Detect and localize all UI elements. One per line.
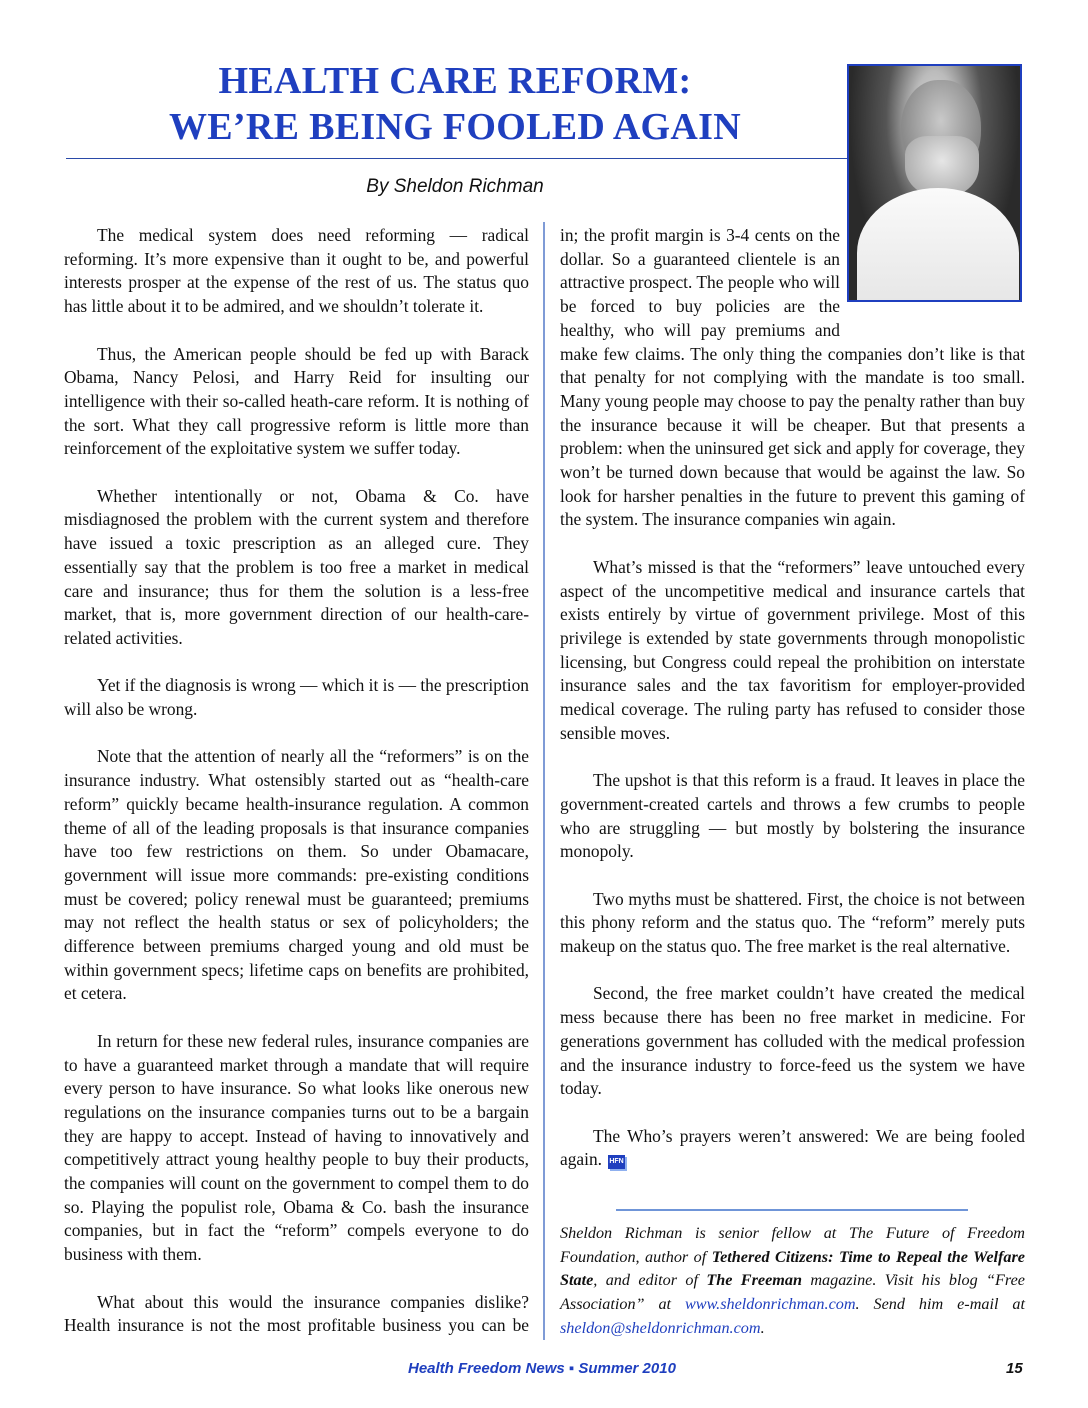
paragraph: Whether intentionally or not, Obama & Co. have misdiagnosed the problem with the current system and therefore have issued a toxic prescription as an alleged cure. They essentially say that the problem is too free a market in medical care and insurance; thus for them the solution is a less-free market, that is, more government direction of our health-care-related activities. [64, 485, 529, 648]
footer-publication: Health Freedom News ▪ Summer 2010 [408, 1360, 676, 1377]
author-bio [560, 1222, 1025, 1341]
paragraph: In return for these new federal rules, insurance companies are to have a guaranteed market through a mandate that will require every person to have insurance. So what looks like onerous new regulations on the insurance companies turns out to be a bargain they are happy to accept. Instead of having to innovatively and competitively attract young healthy people to buy their products, the companies will count on the government to compel them to do so. Playing the populist role, Obama & Co. bash the insurance companies, but in fact the “reform” compels everyone to do business with them. [64, 1030, 529, 1265]
paragraph: Note that the attention of nearly all the “reformers” is on the insurance industry. What ostensibly started out as “health-care reform” quickly became health-insurance regulation. A common theme of all of the leading proposals is that insurance companies have too few restrictions on them. So under Obamacare, government will issue more commands: pre-existing conditions must be covered; policy renewal must be guaranteed; premiums may not reflect the health status or sex of policyholders; the difference between premiums charged young and old must be within government specs; lifetime caps on benefits are prohibited, et cetera. [64, 746, 529, 1004]
paragraph: What’s missed is that the “reformers” leave untouched every aspect of the uncompetitive medical and insurance cartels that exists entirely by virtue of government privilege. Most of this privilege is extended by state governments through monopolistic licensing, but Congress could repeal the prohibition on interstate insurance sales and the tax favoritism for employer-provided medical coverage. The ruling party has refused to consider those sensible moves. [560, 556, 1025, 743]
paragraph: Two myths must be shattered. First, the choice is not between this phony reform and the status quo. The “reform” merely puts makeup on the status quo. The free market is the real alternative. [560, 888, 1025, 957]
bio-text: . Send him e-mail at [855, 1295, 1025, 1314]
paragraph: What about this would the insurance companies dislike? Health insurance is not the most profitable business you can be [64, 1291, 529, 1336]
title-line-1: HEALTH CARE REFORM: [218, 60, 692, 102]
paragraph: Second, the free market couldn’t have created the medical mess because there has been no free market in medicine. For generations government has colluded with the medical profession and the insurance industry to force-feed us the system we have today. [560, 983, 1025, 1099]
byline: By Sheldon Richman [366, 176, 544, 197]
right-column [560, 224, 1025, 1196]
page-number: 15 [1006, 1360, 1023, 1377]
paragraph-continuation: in; the profit margin is 3-4 cents on the dollar. So a guaranteed clientele is an attractive prospect. The people who will be forced to buy policies are the healthy, who will pay premiums and make few claims. The only thing the companies don’t like is that that penalty for not complying with the mandate is too small. Many young people may choose to pay the penalty rather than buy the insurance because it will be cheaper. But that presents a problem: when the uninsured get sick and apply for coverage, they won’t be turned down because that would be against the law. So look for harsher penalties in the future to prevent this gaming of the system. The insurance companies win again. [560, 225, 1025, 530]
bio-text: Sheldon Richman is senior fellow at The Future of Freedom Foundation, author of [560, 1224, 1025, 1266]
title-line-2: WE’RE BEING FOOLED AGAIN [168, 106, 741, 148]
closing-text: The Who’s prayers weren’t answered: We are being fooled again. [560, 1125, 1025, 1170]
photo-wrap-space [840, 224, 1025, 319]
bio-text: , and editor of [593, 1271, 707, 1290]
email-link[interactable]: sheldon@sheldonrichman.com [560, 1318, 761, 1337]
paragraph: The upshot is that this reform is a fraud. It leaves in place the government-created cartels and throws a few crumbs to people who are struggling — but mostly by bolstering the insurance monopoly. [560, 770, 1025, 862]
bio-book-title: Tethered Citizens: Time to Repeal the Welfare State [560, 1247, 1025, 1290]
article-title [66, 58, 844, 150]
bio-divider [616, 1209, 968, 1211]
paragraph: Thus, the American people should be fed up with Barack Obama, Nancy Pelosi, and Harry Reid for insulting our intelligence with their so-called heath-care reform. It is nothing of the sort. What they call progressive reform is little more than reinforcement of the exploitative system we suffer today. [64, 343, 529, 459]
bio-text: magazine. Visit his blog “Free Association” at [560, 1271, 1025, 1314]
paragraph: Yet if the diagnosis is wrong — which it is — the prescription will also be wrong. [64, 675, 529, 720]
website-link[interactable]: www.sheldonrichman.com [684, 1295, 856, 1314]
hfn-end-mark-icon: HFN [608, 1155, 625, 1169]
left-column [64, 224, 529, 1362]
title-divider [66, 158, 849, 159]
bio-text: . [760, 1318, 765, 1337]
column-divider [543, 222, 545, 1340]
bio-magazine-title: The Freeman [706, 1271, 802, 1290]
paragraph: The medical system does need reforming — radical reforming. It’s more expensive than it ought to be, and powerful interests prosper at the expense of the rest of us. The status quo has little about it to be admired, and we shouldn’t tolerate it. [64, 225, 529, 317]
closing-paragraph [560, 1125, 1025, 1172]
